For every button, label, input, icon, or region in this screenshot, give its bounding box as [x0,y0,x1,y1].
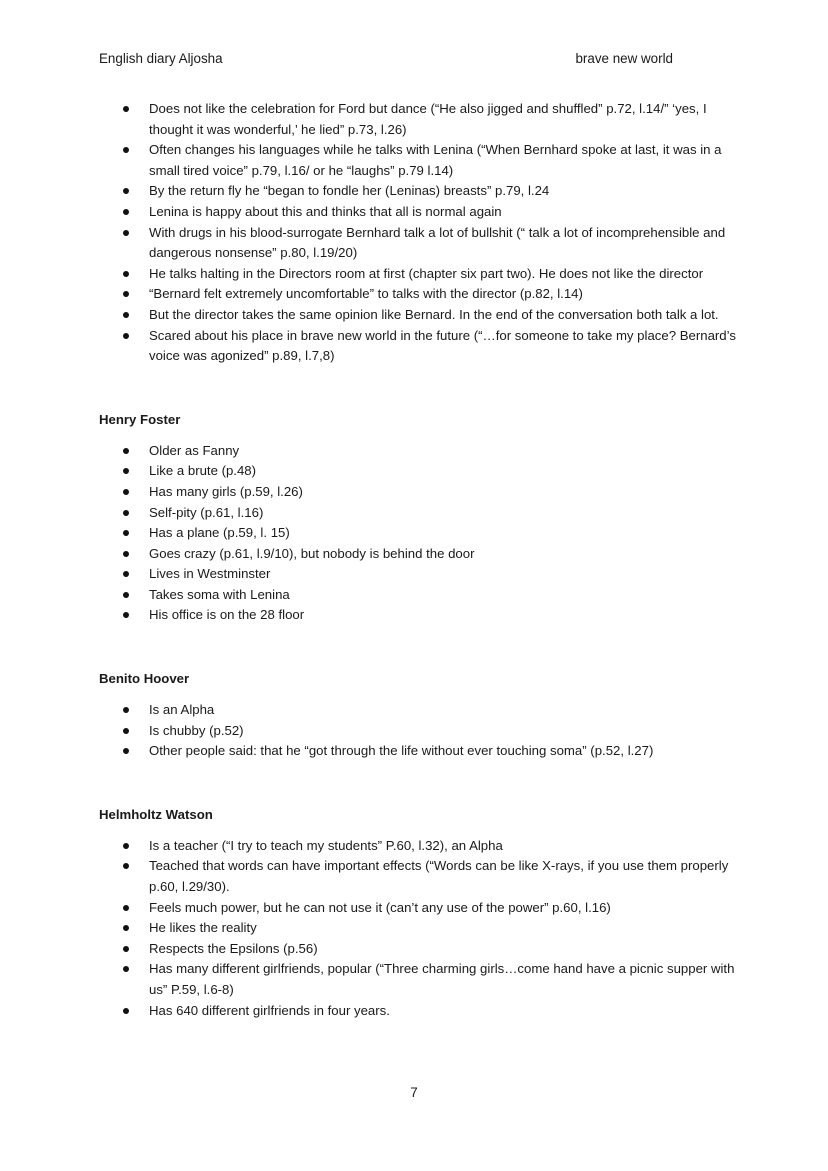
list-item: Takes soma with Lenina [99,585,739,606]
list-item: Often changes his languages while he talks with Lenina (“When Bernhard spoke at last, it was in a small tired voice” p.79, l.16/ or he “laughs” p.79 l.14) [99,140,739,181]
list-item: Is an Alpha [99,700,739,721]
list-item: Like a brute (p.48) [99,461,739,482]
header-left: English diary Aljosha [99,51,223,66]
list-item: Lives in Westminster [99,564,739,585]
section-title-helmholtz-watson: Helmholtz Watson [99,806,213,822]
list-item: Teached that words can have important effects (“Words can be like X-rays, if you use them properly p.60, l.29/30). [99,856,739,897]
page-number: 7 [410,1085,418,1100]
list-item: With drugs in his blood-surrogate Bernhard talk a lot of bullshit (“ talk a lot of incomprehensible and dangerous nonsense” p.80, l.19/20) [99,223,739,264]
list-item: Has many different girlfriends, popular (“Three charming girls…come hand have a picnic supper with us” P.59, l.6-8) [99,959,739,1000]
list-item: “Bernard felt extremely uncomfortable” to talks with the director (p.82, l.14) [99,284,739,305]
list-item: Feels much power, but he can not use it (can’t any use of the power” p.60, l.16) [99,898,739,919]
list-item: He talks halting in the Directors room at first (chapter six part two). He does not like the director [99,264,739,285]
henry-foster-list [99,441,739,626]
helmholtz-watson-list [99,836,739,1021]
section-title-benito-hoover: Benito Hoover [99,671,190,687]
list-item: Has 640 different girlfriends in four years. [99,1001,739,1022]
list-item: But the director takes the same opinion like Bernard. In the end of the conversation both talk a lot. [99,305,739,326]
list-item: By the return fly he “began to fondle her (Leninas) breasts” p.79, l.24 [99,181,739,202]
page-header [99,50,673,68]
list-item: Does not like the celebration for Ford but dance (“He also jigged and shuffled” p.72, l.14/” ‘yes, I thought it was wonderful,’ he lied” p.73, l.26) [99,99,739,140]
list-item: Is a teacher (“I try to teach my students” P.60, l.32), an Alpha [99,836,739,857]
list-item: Self-pity (p.61, l.16) [99,503,739,524]
list-item: Older as Fanny [99,441,739,462]
list-item: He likes the reality [99,918,739,939]
list-item: Goes crazy (p.61, l.9/10), but nobody is behind the door [99,544,739,565]
page-content [99,99,739,1021]
bernard-list [99,99,739,367]
list-item: Respects the Epsilons (p.56) [99,939,739,960]
list-item: Has a plane (p.59, l. 15) [99,523,739,544]
list-item: Scared about his place in brave new world in the future (“…for someone to take my place? Bernard’s voice was agonized” p.89, l.7,8) [99,326,739,367]
list-item: His office is on the 28 floor [99,605,739,626]
list-item: Other people said: that he “got through the life without ever touching soma” (p.52, l.27) [99,741,739,762]
benito-hoover-list [99,700,739,762]
list-item: Is chubby (p.52) [99,721,739,742]
list-item: Has many girls (p.59, l.26) [99,482,739,503]
list-item: Lenina is happy about this and thinks that all is normal again [99,202,739,223]
header-right: brave new world [575,51,673,66]
section-title-henry-foster: Henry Foster [99,411,181,427]
